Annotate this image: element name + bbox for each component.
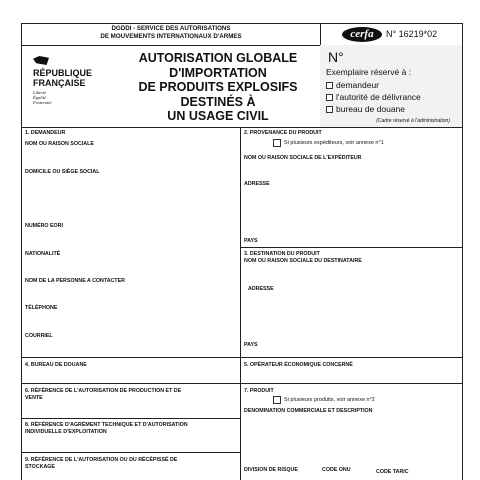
section-3-title: 3. DESTINATION DU PRODUIT — [244, 251, 320, 257]
divider — [240, 127, 241, 480]
title-line: DE PRODUITS EXPLOSIFS — [138, 80, 298, 94]
technical-approval-field[interactable]: 8. RÉFÉRENCE D'AGRÉMENT TECHNIQUE ET D'AUTORISATION INDIVIDUELLE D'EXPLOITATION — [25, 422, 188, 435]
republic-line: FRANÇAISE — [33, 78, 86, 88]
republique-francaise-logo — [33, 56, 92, 105]
option-label: l'autorité de délivrance — [336, 92, 421, 102]
taric-code-field[interactable]: CODE TARIC — [376, 469, 409, 475]
storage-authorization-field[interactable]: 9. RÉFÉRENCE DE L'AUTORISATION OU DU RÉCÉPISSÉ DE STOCKAGE — [25, 457, 178, 470]
nationality-field[interactable]: NATIONALITÉ — [25, 251, 61, 257]
admin-reserved-box — [320, 45, 462, 127]
cerfa-block — [320, 23, 462, 45]
section-7-title: 7. PRODUIT — [244, 388, 274, 394]
divider — [21, 383, 463, 384]
checkbox[interactable] — [326, 106, 333, 113]
divider — [21, 357, 463, 358]
copy-option-authority[interactable] — [326, 92, 421, 102]
sender-name-field[interactable]: NOM OU RAISON SOCIALE DE L'EXPÉDITEUR — [244, 155, 362, 161]
form-title — [128, 51, 308, 124]
checkbox[interactable] — [326, 82, 333, 89]
checkbox[interactable] — [273, 139, 281, 147]
checkbox-label: Si plusieurs produits, voir annexe n°2 — [284, 397, 375, 403]
title-line: UN USAGE CIVIL — [167, 109, 269, 123]
divider — [21, 452, 240, 453]
cerfa-logo: cerfa — [342, 27, 382, 42]
applicant-address-field[interactable]: DOMICILE OU SIÈGE SOCIAL — [25, 169, 100, 175]
admin-number-label: N° — [328, 49, 344, 65]
section-2-title: 2. PROVENANCE DU PRODUIT — [244, 130, 322, 136]
checkbox[interactable] — [326, 94, 333, 101]
marianne-icon — [33, 56, 49, 65]
motto-line: Égalité — [33, 95, 46, 100]
copy-label: Exemplaire réservé à : — [326, 67, 412, 77]
checkbox[interactable] — [273, 396, 281, 404]
cerfa-number: N° 16219*02 — [386, 29, 438, 39]
motto-line: Liberté — [33, 90, 46, 95]
divider — [21, 127, 463, 128]
divider — [240, 247, 463, 248]
customs-office-field[interactable]: 4. BUREAU DE DOUANE — [25, 362, 87, 368]
sender-address-field[interactable]: ADRESSE — [244, 181, 270, 187]
department-header: DGDDI - SERVICE DES AUTORISATIONS DE MOUVEMENTS INTERNATIONAUX D'ARMES — [100, 25, 242, 40]
title-line: D'IMPORTATION — [169, 65, 267, 80]
eori-field[interactable]: NUMÉRO EORI — [25, 223, 63, 229]
option-label: demandeur — [336, 80, 380, 90]
contact-person-field[interactable]: NOM DE LA PERSONNE A CONTACTER — [25, 278, 125, 284]
sender-country-field[interactable]: PAYS — [244, 238, 258, 244]
onu-code-field[interactable]: CODE ONU — [322, 467, 351, 473]
economic-operator-field[interactable]: 5. OPÉRATEUR ÉCONOMIQUE CONCERNÉ — [244, 362, 353, 368]
copy-option-applicant[interactable] — [326, 80, 379, 90]
multiple-products-checkbox[interactable] — [273, 396, 375, 404]
applicant-name-field[interactable]: NOM OU RAISON SOCIALE — [25, 141, 94, 147]
product-description-field[interactable]: DENOMINATION COMMERCIALE ET DESCRIPTION — [244, 408, 373, 414]
recipient-name-field[interactable]: NOM OU RAISON SOCIALE DU DESTINATAIRE — [244, 258, 362, 264]
title-line: DESTINÉS À — [180, 94, 256, 109]
option-label: bureau de douane — [336, 104, 406, 114]
motto-line: Fraternité — [33, 100, 52, 105]
recipient-address-field[interactable]: ADRESSE — [248, 286, 274, 292]
multiple-senders-checkbox[interactable] — [273, 139, 384, 147]
motto — [33, 90, 92, 105]
production-authorization-field[interactable]: 6. RÉFÉRENCE DE L'AUTORISATION DE PRODUCTION ET DE VENTE — [25, 388, 182, 401]
email-field[interactable]: COURRIEL — [25, 333, 53, 339]
title-line: AUTORISATION GLOBALE — [138, 51, 298, 65]
admin-note: (Cadre réservé à l'administration) — [376, 118, 450, 124]
divider — [21, 418, 240, 419]
copy-option-customs[interactable] — [326, 104, 405, 114]
recipient-country-field[interactable]: PAYS — [244, 342, 258, 348]
section-1-title: 1. DEMANDEUR — [25, 130, 66, 136]
phone-field[interactable]: TÉLÉPHONE — [25, 305, 58, 311]
republic-name — [33, 68, 92, 88]
risk-division-field[interactable]: DIVISION DE RISQUE — [244, 467, 298, 473]
checkbox-label: Si plusieurs expéditeurs, voir annexe n°1 — [284, 140, 384, 146]
republic-line: RÉPUBLIQUE — [33, 68, 93, 78]
